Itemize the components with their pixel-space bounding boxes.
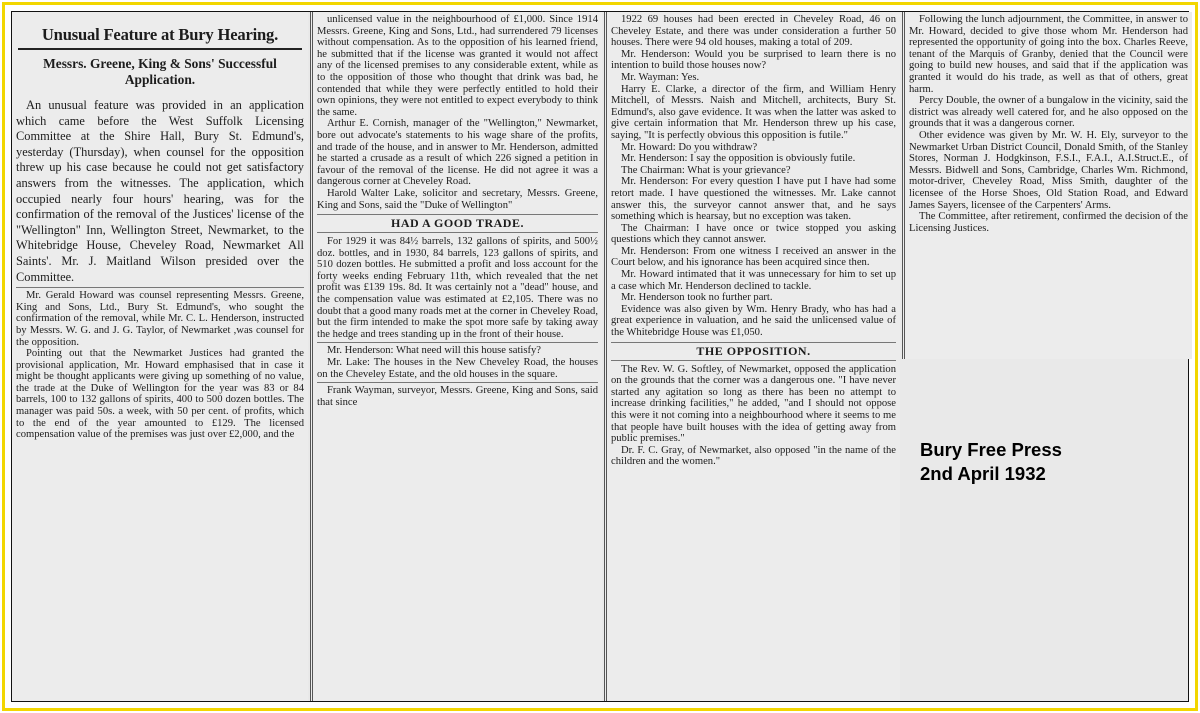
divider xyxy=(317,342,598,343)
article-column-4 xyxy=(902,12,1192,359)
paragraph: The Committee, after retirement, confirmed the decision of the Licensing Justices. xyxy=(909,211,1188,234)
paragraph: Evidence was also given by Wm. Henry Brady, who has had a great experience in valuation, and he said the unlicensed value of the Whitebridge House was £1,050. xyxy=(611,303,896,339)
paragraph: Pointing out that the Newmarket Justices had granted the provisional application, Mr. Howard emphasised that in case it might be thought applicants were giving up something of no value, the trade at the Duke of Wellington for the year was 83 or 84 barrels, 100 to 132 gallons of spirits, 400 to 500 dozen bottles. The manager was paid 50s. a week, with 50 per cent. of profits, which to the end of the year amounted to £129. The licensed compensation value of the premises was just over £2,000, and the xyxy=(16,348,304,441)
paragraph: Other evidence was given by Mr. W. H. Ely, surveyor to the Newmarket Urban District Council, Donald Smith, of the Stanley Stores, Norman J. Hodgkinson, F.S.I., F.A.I., A.I.Struct.E., of Messrs. Bidwell and Sons, Cambridge, Charles Wm. Richmond, motor-driver, Cheveley Road, Miss Smith, daughter of the licensee of the Horse Shoes, Old Station Road, and Edward James Sayers, licensee of the Carpenters' Arms. xyxy=(909,129,1188,211)
paragraph: Harold Walter Lake, solicitor and secretary, Messrs. Greene, King and Sons, said the "Duke of Wellington" xyxy=(317,187,598,211)
headline: Unusual Feature at Bury Hearing. xyxy=(18,22,302,50)
paragraph: Dr. F. C. Gray, of Newmarket, also opposed "in the name of the children and the women." xyxy=(611,444,896,468)
paragraph: unlicensed value in the neighbourhood of £1,000. Since 1914 Messrs. Greene, King and Sons, Ltd., had surrendered 79 licenses without compensation. As to the opposition of his learned friend, he submitted that if the license was granted it would not affect any of the licensed premises to any considerable extent, while as to the opposition of those who thought that drink was bad, he contended that while they were perfectly entitled to hold their own opinions, they were not entitled to expect everybody to think the same. xyxy=(317,14,598,118)
paragraph: Mr. Henderson: I say the opposition is obviously futile. xyxy=(621,153,856,165)
article-column-2 xyxy=(310,12,602,701)
paragraph: Mr. Henderson: From one witness I received an answer in the Court below, and his ignorance has been acquired since then. xyxy=(611,245,896,269)
paragraph: Frank Wayman, surveyor, Messrs. Greene, King and Sons, said that since xyxy=(317,385,598,408)
paragraph: Following the lunch adjournment, the Committee, in answer to Mr. Howard, decided to give those whom Mr. Henderson had represented the opportunity of going into the box. Charles Reeve, tenant of the Marquis of Granby, denied that the Council were going to build new houses, and said that if the application was granted it would do his trade, as well as that of others, great harm. xyxy=(909,14,1188,95)
divider xyxy=(16,287,304,288)
paragraph: The Rev. W. G. Softley, of Newmarket, opposed the application on the grounds that the corner was a dangerous one. "I have never started any agitation so long as there has been no attempt to increase drinking facilities," he added, "and I should not oppose this were it not coming into a neighbourhood where it seems to me that people have built houses with the idea of getting away from public premises." xyxy=(611,363,896,445)
article-column-3 xyxy=(604,12,900,701)
paragraph: Mr. Henderson: What need will this house satisfy? xyxy=(327,345,541,357)
paragraph: Mr. Howard intimated that it was unnecessary for him to set up a case which Mr. Henderson declined to tackle. xyxy=(611,269,896,292)
paragraph: For 1929 it was 84½ barrels, 132 gallons of spirits, and 500½ doz. bottles, and in 1930, 84 barrels, 123 gallons of spirits, and 510 dozen bottles. He submitted a profit and loss account for the forty weeks ending February 11th, which revealed that the net profit was £139 19s. 8d. It was certainly not a "dead" house, and the compensation value was estimated at £2,105. There was no doubt that a good many roads met at the corner in Cheveley Road, but the firm intended to make the spot more safe by taking away the hedge and trees standing up in the front of their house. xyxy=(317,236,598,340)
paragraph: Mr. Henderson took no further part. xyxy=(621,292,773,304)
subheadline: Messrs. Greene, King & Sons' Successful Application. xyxy=(43,56,277,87)
divider xyxy=(317,382,598,383)
paragraph: Harry E. Clarke, a director of the firm, and William Henry Mitchell, of Messrs. Naish and Mitchell, architects, Bury St. Edmund's, also gave evidence. It was when the latter was asked to give certain information that Mr. Henderson threw up his case, saying, "It is perfectly obvious this opposition is futile." xyxy=(611,83,896,141)
paragraph: Mr. Lake: The houses in the New Cheveley Road, the houses on the Cheveley Estate, and the old houses in the square. xyxy=(317,357,598,380)
paragraph: Mr. Wayman: Yes. xyxy=(621,71,700,83)
paragraph: Mr. Henderson: For every question I have put I have had some retort made. I have questioned the witnesses. Mr. Lake cannot answer this, the surveyor cannot answer that, and he says something which is hearsay, but no exception was taken. xyxy=(611,176,896,223)
paragraph: An unusual feature was provided in an application which came before the West Suffolk Licensing Committee at the Shire Hall, Bury St. Edmund's, yesterday (Thursday), when counsel for the opposition threw up his case because he could not get satisfactory answers from the witnesses. The application, which occupied nearly four hours' hearing, was for the confirmation of the removal of the Justices' license of the "Wellington" Inn, Wellington Street, Newmarket, to the Whitebridge House, Cheveley Road, Newmarket All Saints'. Mr. J. Maitland Wilson presided over the Committee. xyxy=(16,98,304,284)
caption-publication: Bury Free Press xyxy=(920,439,1062,460)
source-caption xyxy=(920,438,1062,486)
caption-date: 2nd April 1932 xyxy=(920,463,1046,484)
section-heading-trade: HAD A GOOD TRADE. xyxy=(317,214,598,233)
section-heading-opposition: THE OPPOSITION. xyxy=(611,342,896,361)
paragraph: The Chairman: I have once or twice stopped you asking questions which they cannot answer. xyxy=(611,222,896,246)
clipping-frame xyxy=(2,2,1198,711)
paragraph: Mr. Howard: Do you withdraw? xyxy=(621,141,758,153)
paragraph: Percy Double, the owner of a bungalow in the vicinity, said the district was already well catered for, and he also opposed on the grounds that it was a dangerous corner. xyxy=(909,95,1188,130)
paragraph: 1922 69 houses had been erected in Cheveley Road, 46 on Cheveley Estate, and there was under consideration a further 50 houses. There were 94 old houses, making a total of 209. xyxy=(611,14,896,49)
paragraph: The Chairman: What is your grievance? xyxy=(621,164,791,176)
paragraph: Mr. Gerald Howard was counsel representing Messrs. Greene, King and Sons, Ltd., Bury St. Edmund's, who sought the confirmation of the removal, while Mr. C. L. Henderson, instructed by Messrs. W. G. and J. G. Taylor, of Newmarket ,was counsel for the opposition. xyxy=(16,290,304,348)
paragraph: Mr. Henderson: Would you be surprised to learn there is no intention to build those houses now? xyxy=(611,48,896,72)
newspaper-clipping xyxy=(11,11,1189,702)
article-column-1 xyxy=(12,12,308,701)
paragraph: Arthur E. Cornish, manager of the "Wellington," Newmarket, bore out advocate's statements to his wage share of the profits, and trade of the house, and in answer to Mr. Henderson, admitted he started a crusade as a result of which 226 signed a petition in favour of the removal of the license. He did not agree it was a dangerous corner at Cheveley Road. xyxy=(317,118,598,188)
